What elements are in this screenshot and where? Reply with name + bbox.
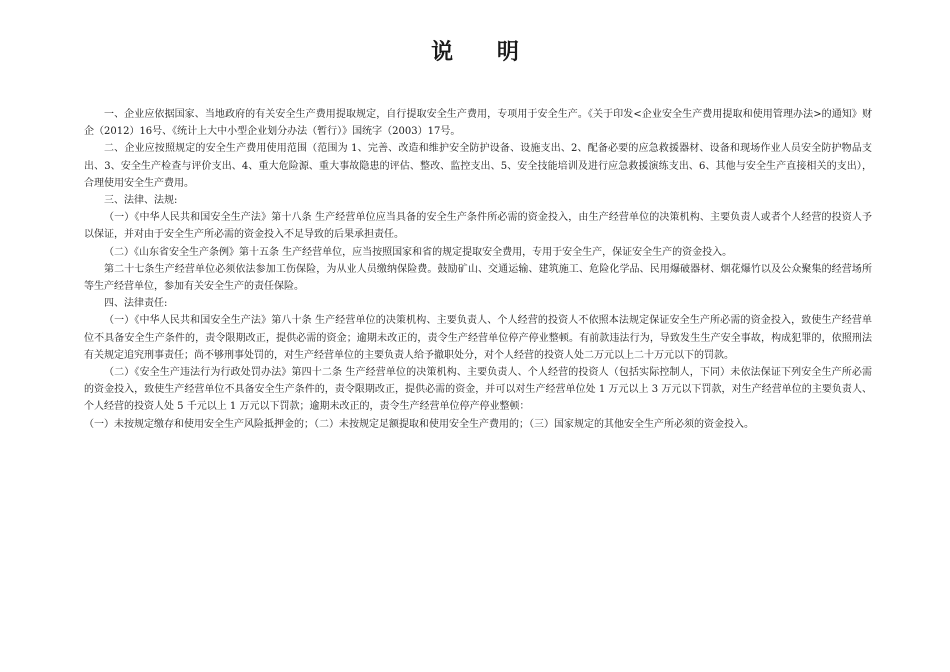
paragraph-liability-2: （二）《安全生产违法行为行政处罚办法》第四十二条 生产经营单位的决策机构、主要负责人、个人经营的投资人（包括实际控制人，下同）未依法保证下列安全生产所必需的资金投入，致使生产经营单位不具备安全生产条件的，责令限期改正，提供必需的资金，并可以对生产经营单位处 1 万元以上 3 万元以下罚款，对生产经营单位的主要负责人、个人经营的投资人处 5 千元以上 1 万元以下罚款；逾期未改正的，责令生产经营单位停产停业整顿： bbox=[84, 367, 872, 413]
document-body bbox=[84, 106, 872, 433]
paragraph-liability-1: （一）《中华人民共和国安全生产法》第八十条 生产经营单位的决策机构、主要负责人、个人经营的投资人不依照本法规定保证安全生产所必需的资金投入，致使生产经营单位不具备安全生产条件的，责令限期改正，提供必需的资金；逾期未改正的，责令生产经营单位停产停业整顿。有前款违法行为，导致发生生产安全事故，构成犯罪的，依照刑法有关规定追究刑事责任；尚不够刑事处罚的，对生产经营单位的主要负责人给予撤职处分，对个人经营的投资人处二万元以上二十万元以下的罚款。 bbox=[84, 315, 872, 361]
section-heading-laws: 三、法律、法规: bbox=[104, 195, 178, 207]
paragraph-1: 一、企业应依据国家、当地政府的有关安全生产费用提取规定，自行提取安全生产费用，专项用于安全生产。《关于印发<企业安全生产费用提取和使用管理办法>的通知》财企（2012）16号、《统计上大中小型企业划分办法（暂行）》国统字（2003）17号。 bbox=[84, 109, 872, 138]
paragraph-law-2-article-27: 第二十七条生产经营单位必须依法参加工伤保险，为从业人员缴纳保险费。鼓励矿山、交通运输、建筑施工、危险化学品、民用爆破器材、烟花爆竹以及公众聚集的经营场所等生产经营单位，参加有关安全生产的责任保险。 bbox=[84, 263, 872, 293]
paragraph-liability-2-items: （一）未按规定缴存和使用安全生产风险抵押金的；（二）未按规定足额提取和使用安全生产费用的；（三）国家规定的其他安全生产所必须的资金投入。 bbox=[84, 418, 754, 430]
paragraph-law-2: （二）《山东省安全生产条例》第十五条 生产经营单位，应当按照国家和省的规定提取安全费用，专用于安全生产，保证安全生产的资金投入。 bbox=[104, 246, 733, 258]
page-title: 说 明 bbox=[431, 39, 537, 65]
paragraph-law-1: （一）《中华人民共和国安全生产法》第十八条 生产经营单位应当具备的安全生产条件所必需的资金投入，由生产经营单位的决策机构、主要负责人或者个人经营的投资人予以保证，并对由于安全生产所必需的资金投入不足导致的后果承担责任。 bbox=[84, 212, 872, 241]
paragraph-2: 二、企业应按照规定的安全生产费用使用范围（范围为 1、完善、改造和维护安全防护设备、设施支出、2、配备必要的应急救援器材、设备和现场作业人员安全防护物品支出、3、安全生产检查与评价支出、4、重大危险源、重大事故隐患的评估、整改、监控支出、5、安全技能培训及进行应急救援演练支出、6、其他与安全生产直接相关的支出），合理使用安全生产费用。 bbox=[84, 143, 872, 189]
section-heading-liability: 四、法律责任: bbox=[104, 298, 168, 310]
